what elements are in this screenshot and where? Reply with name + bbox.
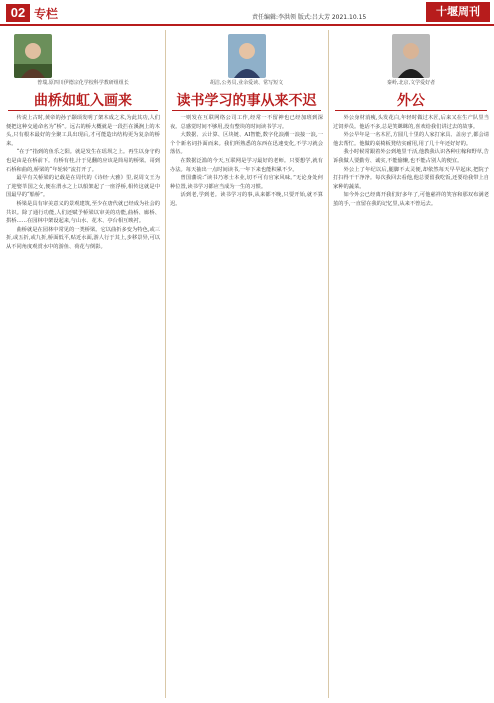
header-divider: [0, 24, 494, 26]
article-title: 曲桥如虹入画来: [34, 93, 132, 109]
paragraph: 外公上了年纪以后,腿脚不太灵便,却依然每天早早起床,把院子打扫得干干净净。每次我回去看他,他总要留我吃饭,还要给我带上自家种的蔬菜。: [333, 166, 489, 190]
page-number: 02: [6, 4, 30, 22]
article-2: [168, 30, 325, 698]
paragraph: 桥梁是具有审美意义的景观建筑,至少在唐代就已经成为社会的共识。除了通行功能,人们还赋予桥梁以审美的功能,曲桥、廊桥、拱桥……在园林中架设起来,与山水、花木、亭台相互映衬。: [6, 200, 160, 225]
author-photo: [228, 34, 266, 78]
paragraph: 我小时候常跟着外公到地里干活,他教我认识各种庄稼和野草,告诉我做人要勤劳、诚实,不能偷懒,也不能占别人的便宜。: [333, 149, 489, 164]
article-body: [6, 114, 160, 696]
paragraph: 大数据、云计算、区块链、AI智能,数字化浪潮一浪接一浪,一个个新名词扑面而来。我们所熟悉的东西在迅速变化,不学习就会落伍。: [170, 132, 323, 156]
editor-meta: 责任编辑:李洪领 版式:吕大芳 2021.10.15: [252, 14, 367, 21]
paragraph: 最早有关桥梁的记载是在周代的《诗经·大雅》里,说周文王为了迎娶莘国之女,便在渭水之上以船架起了一座浮桥,相传这就是中国最早的“船桥”。: [6, 175, 160, 199]
paragraph: 如今外公已经离开我们好多年了,可他慈祥的笑容和那双布满老茧的手,一直留在我的记忆里,从来不曾远去。: [333, 192, 489, 207]
article-3: [331, 30, 491, 698]
article-1: [4, 30, 162, 698]
paragraph: 外公早年是一名木匠,方圆几十里的人家打家具、盖房子,都会请他去帮忙。他做的桌椅板凳结实耐用,用了几十年还好好的。: [333, 132, 489, 147]
column-tag: 专栏: [34, 7, 59, 21]
paragraph: “在于”指到的鱼乐之阳。就是发生在瑶坝之上。再生以身守约也是由是在桥前下。有桥有桂,汁于见翻的应该是简易的桥梁。哥到石桥和曲的,桥梁的“年轮转”流打开了。: [6, 149, 160, 173]
title-rule: [335, 110, 487, 111]
paper-logo: 十堰周刊: [426, 2, 490, 22]
article-title: 外公: [397, 93, 425, 109]
column-divider: [328, 30, 329, 698]
paragraph: 传说上古时,黄帝的孙子颛顼发明了架木成之术,为此其功,人们便把这种交通命名为“桥”。远古的桥大概就是一段拦在溪涧上的木头,只有根本最好的全聚工具出现后,才可能造出结构更为复杂的桥来。: [6, 115, 160, 147]
paragraph: 曲桥就是在园林中常见的一类桥梁。它以曲折多变为特色,或三折,或五折,或九折,桥面低平,贴近水面,游人行于其上,步移景异,可以从不同角度观赏水中的游鱼、荷花与倒影。: [6, 226, 160, 250]
title-rule: [8, 110, 158, 111]
paragraph: 在数据泛滥的今天,互联网是学习最好的老师。只要想学,就有办法。每天抽出一点时间读书,一年下来也能积累不少。: [170, 157, 323, 173]
author-byline: 胡洁,公务员,业余爱读、常写短文: [209, 80, 284, 86]
article-body: [333, 114, 489, 696]
title-rule: [172, 110, 321, 111]
article-title: 读书学习的事从来不迟: [176, 93, 317, 109]
author-photo: [14, 34, 52, 78]
paragraph: 曾国藩说:“读书乃寒士本业,切不可有官家风味。”无论身处何种位置,读书学习都应当成为一生的习惯。: [170, 175, 323, 190]
column-divider: [165, 30, 166, 698]
author-byline: 曾瑞,原四川伊德宗化学校科学教研组组长: [37, 80, 129, 86]
paragraph: 一则发在互联网络公司工作,经常一不留神也已经加班到深夜。总感觉时间不够用,没有整块的时间读书学习。: [170, 115, 323, 130]
paragraph: 外公身材消瘦,头发花白,年轻时做过木匠,后来又在生产队里当过饲养员。他话不多,总是笑眯眯的,喜欢给我们讲过去的故事。: [333, 115, 489, 130]
paragraph: 活到老,学到老。读书学习的事,从来都不晚,只要开始,就不算迟。: [170, 192, 323, 207]
author-byline: 秦岭,北京,文学爱好者: [386, 80, 436, 86]
author-photo: [392, 34, 430, 78]
article-body: [170, 114, 323, 696]
